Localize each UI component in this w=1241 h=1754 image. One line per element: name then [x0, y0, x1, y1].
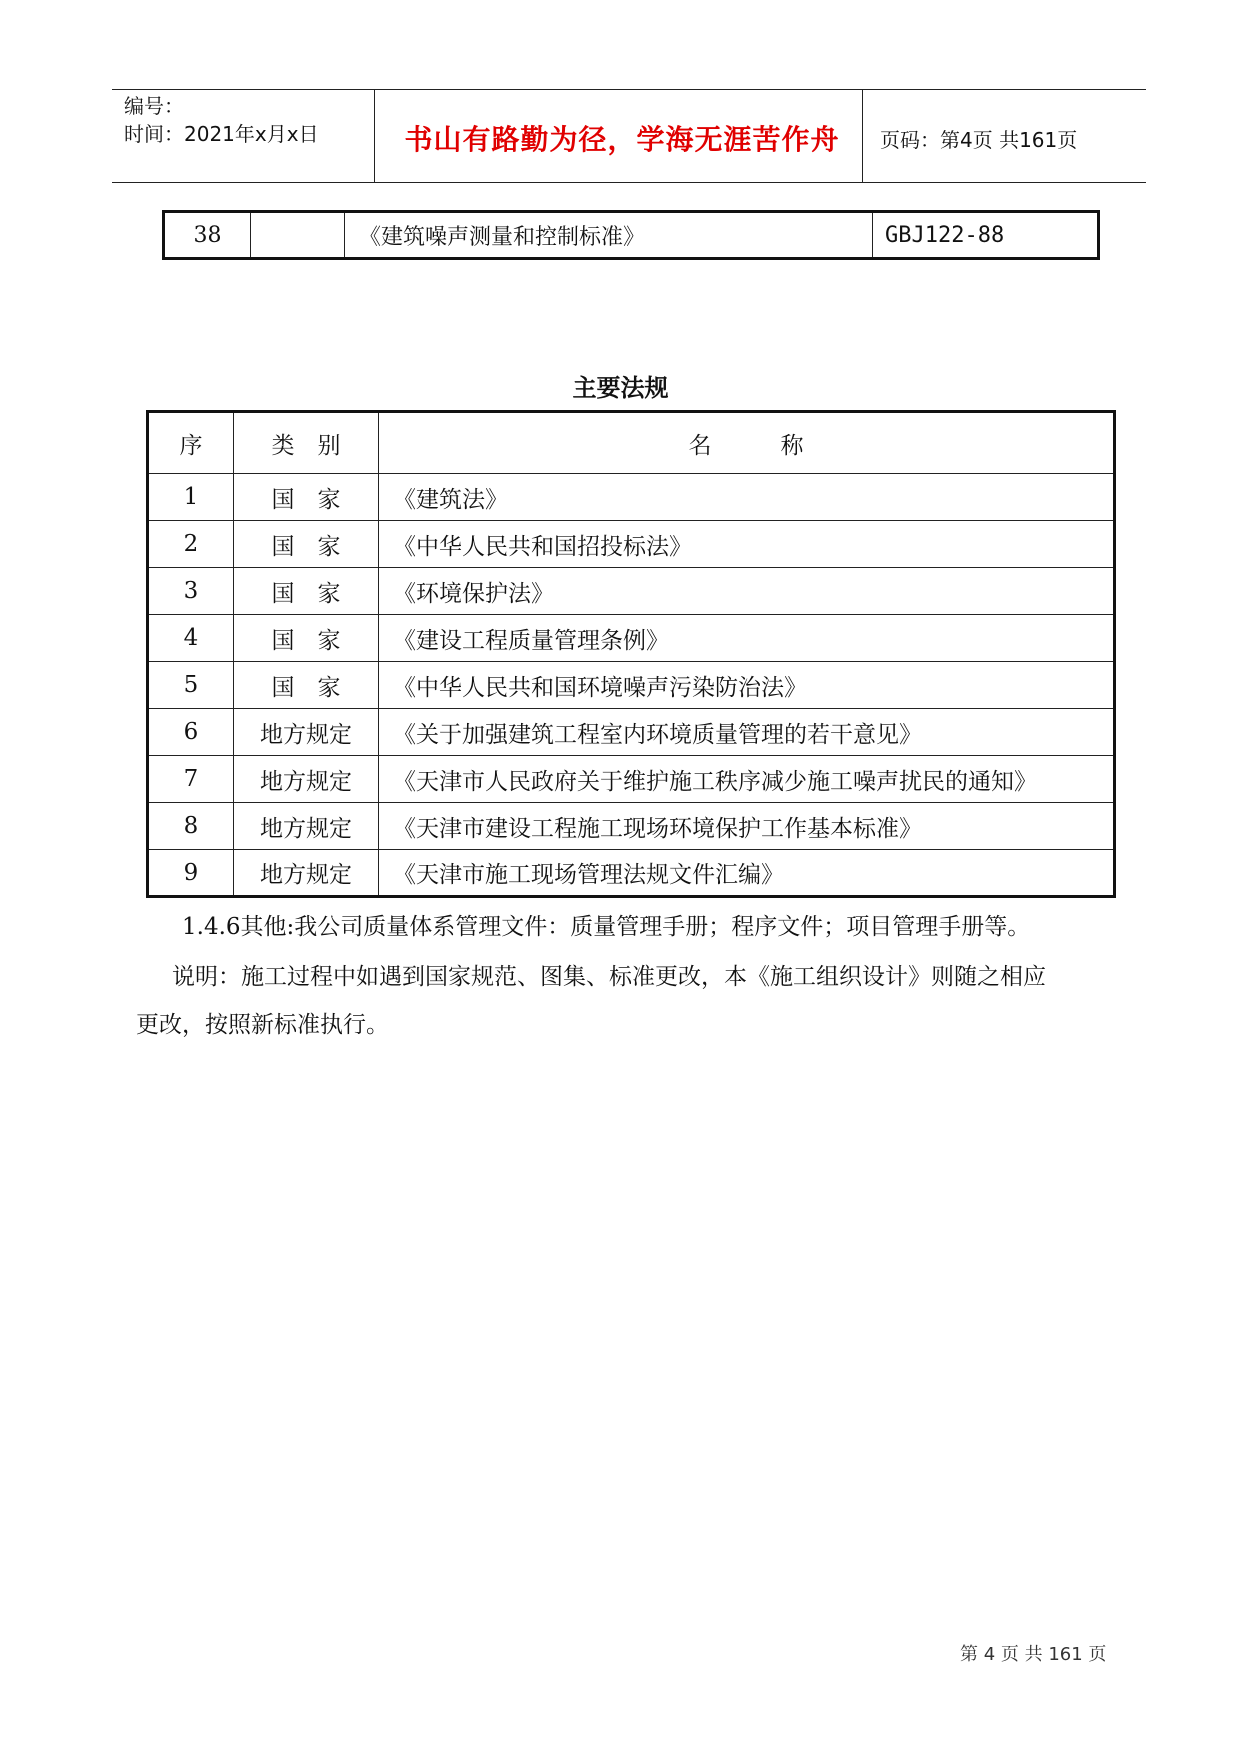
header-meta — [124, 92, 319, 148]
row-num: 6 — [148, 709, 234, 756]
note-paragraph-line2: 更改，按照新标准执行。 — [136, 1012, 389, 1038]
row-num: 9 — [148, 850, 234, 897]
regulations-table — [146, 410, 1116, 898]
header-page-number: 页码：第4页 共161页 — [880, 128, 1078, 152]
row-num: 2 — [148, 521, 234, 568]
row-name: 《中华人民共和国招投标法》 — [379, 521, 1115, 568]
continuation-code: GBJ122-88 — [885, 222, 1005, 248]
header-num: 序 — [148, 412, 234, 474]
row-num: 7 — [148, 756, 234, 803]
table-row — [148, 850, 1115, 897]
row-category: 国 家 — [234, 568, 379, 615]
footer-page-number: 第 4 页 共 161 页 — [960, 1644, 1107, 1665]
table-row — [148, 568, 1115, 615]
header-top-rule — [112, 89, 1146, 90]
row-name: 《天津市人民政府关于维护施工秩序减少施工噪声扰民的通知》 — [379, 756, 1115, 803]
table-header-row — [148, 412, 1115, 474]
header-divider-left — [374, 90, 375, 183]
continuation-name: 《建筑噪声测量和控制标准》 — [345, 213, 873, 257]
table-row — [148, 803, 1115, 850]
row-category: 地方规定 — [234, 756, 379, 803]
table-row — [148, 662, 1115, 709]
row-category: 地方规定 — [234, 709, 379, 756]
row-name: 《建筑法》 — [379, 474, 1115, 521]
row-name: 《中华人民共和国环境噪声污染防治法》 — [379, 662, 1115, 709]
row-category: 国 家 — [234, 474, 379, 521]
header-category: 类 别 — [234, 412, 379, 474]
header-bottom-rule — [112, 182, 1146, 183]
row-name: 《环境保护法》 — [379, 568, 1115, 615]
row-category: 国 家 — [234, 521, 379, 568]
row-category: 国 家 — [234, 662, 379, 709]
continuation-category — [251, 213, 345, 257]
row-name: 《关于加强建筑工程室内环境质量管理的若干意见》 — [379, 709, 1115, 756]
table-row — [148, 474, 1115, 521]
row-num: 3 — [148, 568, 234, 615]
row-num: 5 — [148, 662, 234, 709]
table-row — [148, 615, 1115, 662]
note-paragraph-line1: 说明：施工过程中如遇到国家规范、图集、标准更改，本《施工组织设计》则随之相应 — [172, 964, 1046, 990]
row-category: 地方规定 — [234, 803, 379, 850]
row-num: 4 — [148, 615, 234, 662]
other-documents-paragraph: 1.4.6其他:我公司质量体系管理文件：质量管理手册；程序文件；项目管理手册等。 — [182, 914, 1031, 940]
row-num: 8 — [148, 803, 234, 850]
row-name: 《天津市建设工程施工现场环境保护工作基本标准》 — [379, 803, 1115, 850]
row-category: 国 家 — [234, 615, 379, 662]
row-name: 《建设工程质量管理条例》 — [379, 615, 1115, 662]
section-title: 主要法规 — [572, 374, 669, 402]
table-row — [148, 756, 1115, 803]
table-row — [148, 709, 1115, 756]
header-motto: 书山有路勤为径，学海无涯苦作舟 — [404, 123, 840, 156]
continuation-table-row — [162, 210, 1100, 260]
row-name: 《天津市施工现场管理法规文件汇编》 — [379, 850, 1115, 897]
row-category: 地方规定 — [234, 850, 379, 897]
code-label: 编号： — [124, 94, 184, 118]
header-name: 名 称 — [379, 412, 1115, 474]
time-label: 时间：2021年x月x日 — [124, 122, 319, 146]
table-row — [148, 521, 1115, 568]
continuation-num: 38 — [165, 213, 251, 257]
row-num: 1 — [148, 474, 234, 521]
